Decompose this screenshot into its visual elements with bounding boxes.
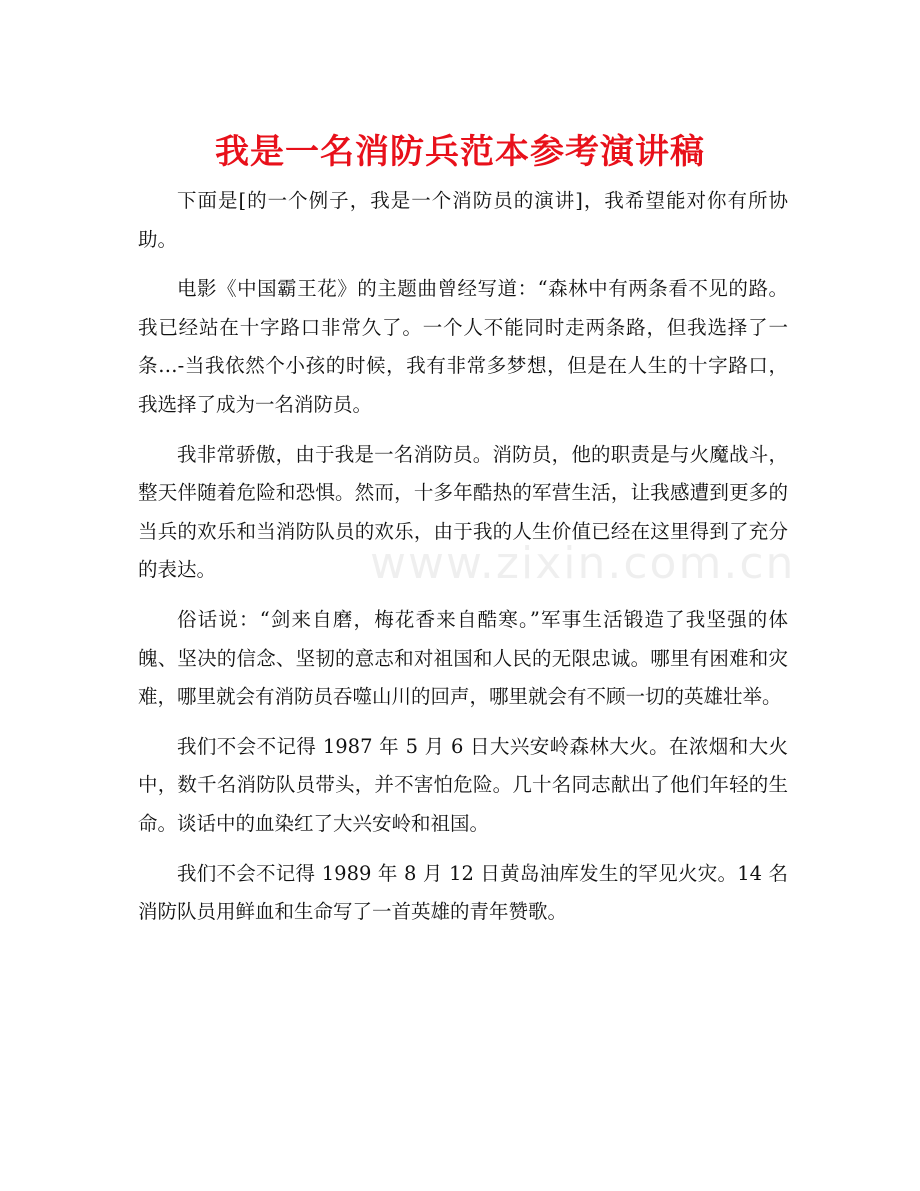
paragraph-proverb: 俗话说：“剑来自磨，梅花香来自酷寒。”军事生活锻造了我坚强的体魄、坚决的信念、坚韧的意志和对祖国和人民的无限忠诚。哪里有困难和灾难，哪里就会有消防员吞噬山川的回声，哪里就会有不顾一切的英雄壮举。 <box>138 607 788 709</box>
paragraph-film-quote: 电影《中国霸王花》的主题曲曾经写道：“森林中有两条看不见的路。我已经站在十字路口非常久了。一个人不能同时走两条路，但我选择了一条…-当我依然个小孩的时候，我有非常多梦想，但是在人生的十字路口，我选择了成为一名消防员。 <box>138 277 788 416</box>
paragraph-intro: 下面是[的一个例子，我是一个消防员的演讲]，我希望能对你有所协助。 <box>138 189 788 251</box>
document-title: 我是一名消防兵范本参考演讲稿 <box>215 132 705 172</box>
document-body <box>138 182 788 943</box>
paragraph-pride: 我非常骄傲，由于我是一名消防员。消防员，他的职责是与火魔战斗，整天伴随着危险和恐惧。然而，十多年酷热的军营生活，让我感遭到更多的当兵的欢乐和当消防队员的欢乐，由于我的人生价值已经在这里得到了充分的表达。 <box>138 442 788 582</box>
watermark-text: www.zixin.com.cn <box>370 538 796 589</box>
paragraph-1989-fire: 我们不会不记得 1989 年 8 月 12 日黄岛油库发生的罕见火灾。14 名消防队员用鲜血和生命写了一首英雄的青年赞歌。 <box>138 861 788 924</box>
paragraph-1987-fire: 我们不会不记得 1987 年 5 月 6 日大兴安岭森林大火。在浓烟和大火中，数千名消防队员带头，并不害怕危险。几十名同志献出了他们年轻的生命。谈话中的血染红了大兴安岭和祖国。 <box>138 734 788 835</box>
